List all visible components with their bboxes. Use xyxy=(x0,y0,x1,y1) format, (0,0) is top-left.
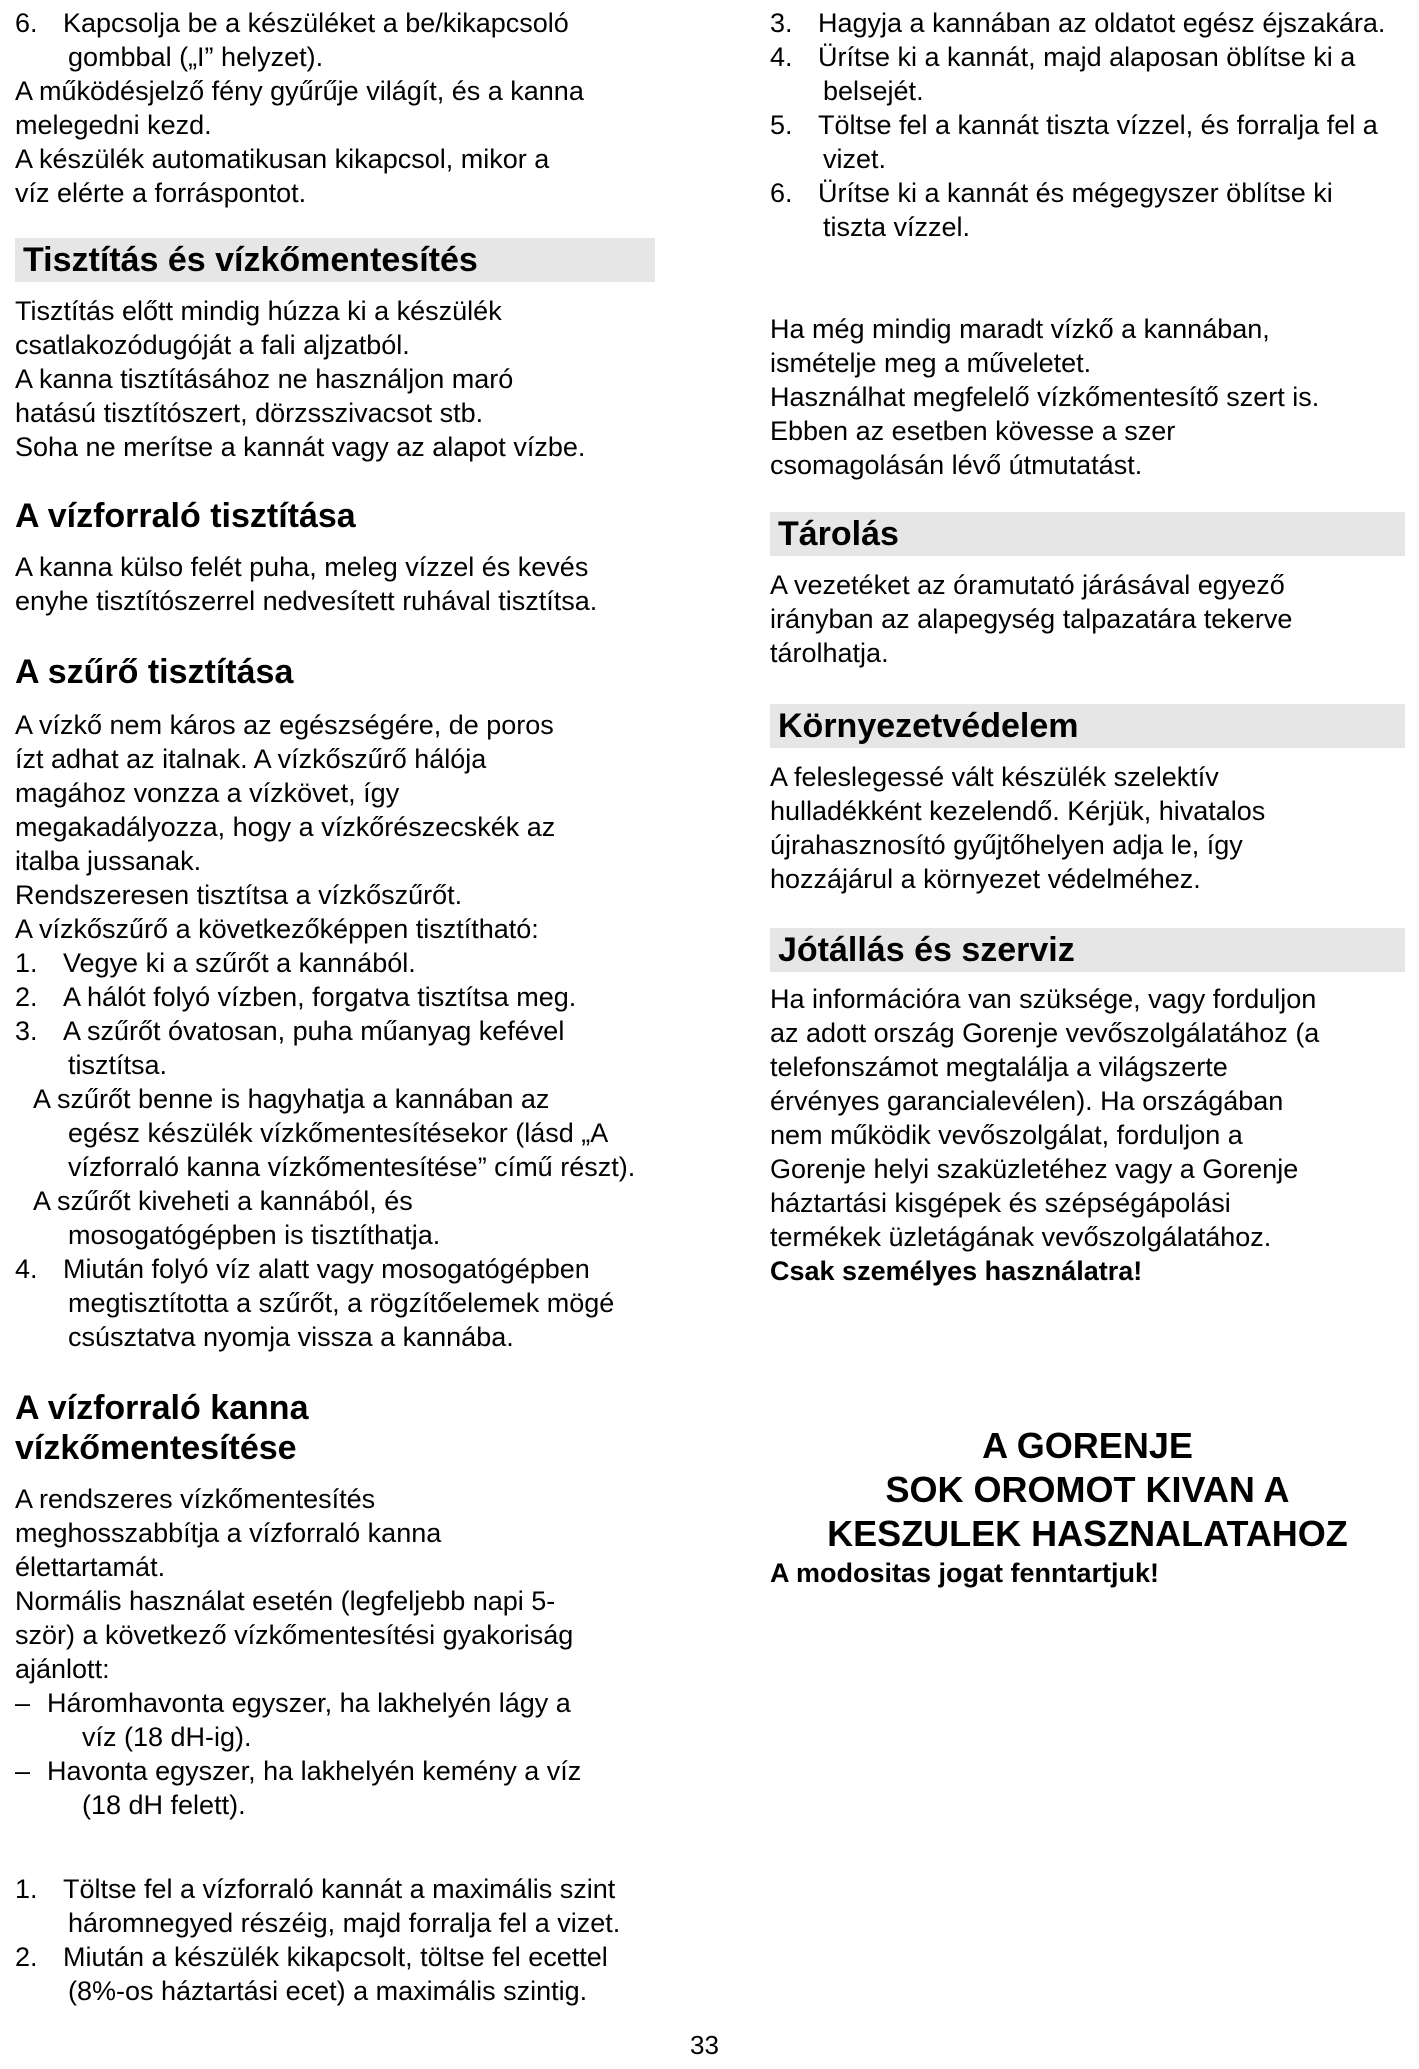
repeat-section: Ha még mindig maradt vízkő a kannában, ismételje meg a műveletet. Használhat megfelelő vízkőmentesítő szert is. Ebben az esetben kövesse a szer csomagolásán lévő útmutatást. xyxy=(770,314,1320,480)
list-item: 3. Hagyja a kannában az oldatot egész éjszakára. xyxy=(770,8,1386,38)
section-heading: A vízforraló tisztítása xyxy=(15,497,356,535)
closing-section: A GORENJE SOK OROMOT KIVAN A KESZULEK HASZNALATAHOZ A modositas jogat fenntartjuk! xyxy=(770,1424,1405,1590)
page-number: 33 xyxy=(690,2030,719,2060)
cleaning-body: Tisztítás előtt mindig húzza ki a készülék csatlakozódugóját a fali aljzatból. A kanna tisztításához ne használjon maró hatású tisztítószert, dörzsszivacsot stb. Soha ne merítse a kannát vagy az alapot vízbe. xyxy=(15,296,586,462)
section-heading-line: vízkőmentesítése xyxy=(15,1429,297,1467)
list-item: 1. Töltse fel a vízforraló kannát a maximális szint xyxy=(15,1874,616,1904)
note: A szűrőt kiveheti a kannából, és xyxy=(33,1186,413,1216)
descaling-steps-continued: 3. Hagyja a kannában az oldatot egész éjszakára. 4. Ürítse ki a kannát, majd alaposan öblítse ki a belsejét. 5. Töltse fel a kannát tiszta vízzel, és forralja fel a vizet. 6. Ürítse ki a kannát és mégegyszer öblítse ki tiszta vízzel. xyxy=(770,6,1405,244)
filter-cleaning-section: A szűrő tisztítása A vízkő nem káros az egészségére, de poros ízt adhat az italnak. A vízkőszűrő hálója magához vonzza a vízkövet, így megakadályozza, hogy a vízkőrészecskék az italba jussanak. Rendszeresen tisztítsa a vízkőszűrőt. A vízkőszűrő a következőképpen tisztítható: 1. Vegye ki a szűrőt a kannából. 2. A hálót folyó vízben, forgatva tisztítsa meg. 3. A szűrőt óvatosan, puha műanyag kefével tisztítsa. A szűrőt benne is hagyhatja a kannában az egész készülék vízkőmentesítésekor (lásd „A vízforraló kanna vízkőmentesítése” című részt). A szűrőt kiveheti a kannából, és mosogatógépben is tisztíthatja. 4. Miután folyó víz alatt vagy mosogatógépben megtisztította a szűrőt, a rögzítőelemek mögé csúsztatva nyomja vissza a kannába. xyxy=(15,652,705,1354)
list-item: 4. Ürítse ki a kannát, majd alaposan öblítse ki a xyxy=(770,42,1356,72)
section-heading: Tárolás xyxy=(770,512,1405,556)
dash-item: – Havonta egyszer, ha lakhelyén kemény a víz xyxy=(15,1756,582,1786)
dash-item: – Háromhavonta egyszer, ha lakhelyén lágy a xyxy=(15,1688,571,1718)
intro-section: 6. Kapcsolja be a készüléket a be/kikapcsoló gombbal („I” helyzet). A működésjelző fény gyűrűje világít, és a kanna melegedni kezd. A készülék automatikusan kikapcsol, mikor a víz elérte a forráspontot. xyxy=(15,6,695,210)
warranty-section: Jótállás és szerviz Ha információra van szüksége, vagy forduljon az adott ország Gorenje vevőszolgálatához (a telefonszámot megtalálja a világszerte érvényes garancialevélen). Ha országában nem működik vevőszolgálat, forduljon a Gorenje helyi szaküzletéhez vagy a Gorenje háztartási kisgépek és szépségápolási termékek üzletágának vevőszolgálatához. Csak személyes használatra! xyxy=(770,928,1405,1288)
section-heading: A szűrő tisztítása xyxy=(15,653,294,691)
list-item: 2. A hálót folyó vízben, forgatva tisztítsa meg. xyxy=(15,982,577,1012)
list-item: 6. Kapcsolja be a készüléket a be/kikapcsoló xyxy=(15,8,569,38)
descaling-section: A vízforraló kanna vízkőmentesítése A rendszeres vízkőmentesítés meghosszabbítja a vízforraló kanna élettartamát. Normális használat esetén (legfeljebb napi 5- ször) a következő vízkőmentesítési gyakoriság ajánlott: – Háromhavonta egyszer, ha lakhelyén lágy a víz (18 dH-ig). – Havonta egyszer, ha lakhelyén kemény a víz (18 dH felett). xyxy=(15,1388,705,1822)
section-heading-line: A vízforraló kanna xyxy=(15,1389,309,1427)
list-item: 6. Ürítse ki a kannát és mégegyszer öblítse ki xyxy=(770,178,1333,208)
section-heading: Tisztítás és vízkőmentesítés xyxy=(15,238,655,282)
list-item: 4. Miután folyó víz alatt vagy mosogatógépben xyxy=(15,1254,590,1284)
cleaning-section xyxy=(15,238,655,282)
list-item: 3. A szűrőt óvatosan, puha műanyag kefével xyxy=(15,1016,565,1046)
storage-section: Tárolás A vezetéket az óramutató járásával egyező irányban az alapegység talpazatára tekerve tárolhatja. xyxy=(770,512,1405,670)
list-item: 1. Vegye ki a szűrőt a kannából. xyxy=(15,948,416,978)
section-heading: Környezetvédelem xyxy=(770,704,1405,748)
environment-section: Környezetvédelem A feleslegessé vált készülék szelektív hulladékként kezelendő. Kérjük, hivatalos újrahasznosító gyűjtőhelyen adja le, így hozzájárul a környezet védelméhez. xyxy=(770,704,1405,896)
kettle-cleaning-section: A vízforraló tisztítása A kanna külso felét puha, meleg vízzel és kevés enyhe tisztítószerrel nedvesített ruhával tisztítsa. xyxy=(15,496,695,618)
modification-notice: A modositas jogat fenntartjuk! xyxy=(770,1558,1160,1588)
section-heading: Jótállás és szerviz xyxy=(770,928,1405,972)
list-item: 2. Miután a készülék kikapcsolt, töltse fel ecettel xyxy=(15,1942,608,1972)
list-item: 5. Töltse fel a kannát tiszta vízzel, és forralja fel a xyxy=(770,110,1378,140)
note: A szűrőt benne is hagyhatja a kannában az xyxy=(33,1084,550,1114)
descaling-steps: 1. Töltse fel a vízforraló kannát a maximális szint háromnegyed részéig, majd forralja fel a vizet. 2. Miután a készülék kikapcsolt, töltse fel ecettel (8%-os háztartási ecet) a maximális szintig. xyxy=(15,1872,705,2008)
personal-use-note: Csak személyes használatra! xyxy=(770,1256,1143,1286)
